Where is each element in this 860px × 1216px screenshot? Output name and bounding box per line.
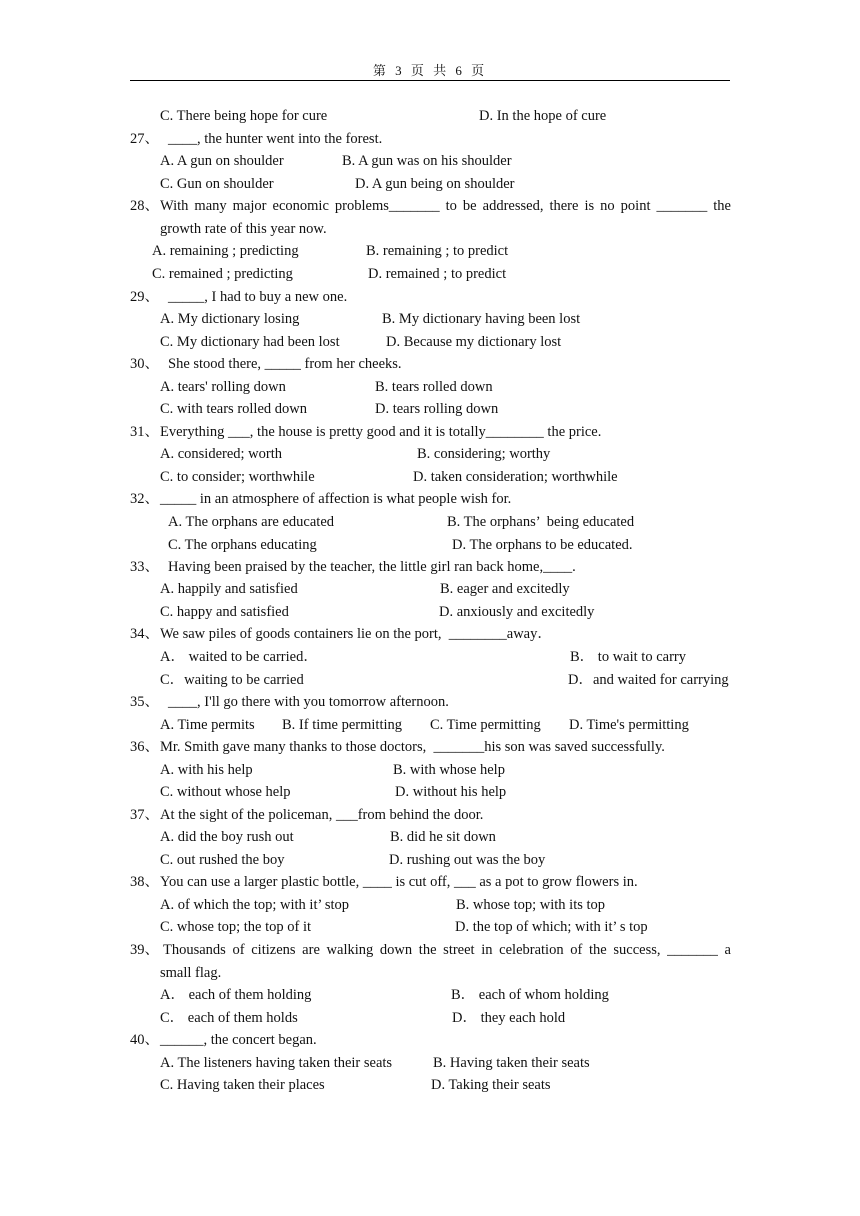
option-d: D. anxiously and excitedly xyxy=(439,604,595,620)
question-number: 37、 xyxy=(130,807,159,823)
option-d: D. remained ; to predict xyxy=(368,266,507,282)
question-stem: _____ in an atmosphere of affection is what people wish for. xyxy=(160,491,512,507)
option-d: D. taken consideration; worthwhile xyxy=(413,469,618,485)
question-stem: Thousands of citizens are walking down the street in celebration of the success, _______ a xyxy=(163,942,731,958)
option-c: C. with tears rolled down xyxy=(160,401,307,417)
option-a: A. tears' rolling down xyxy=(160,379,286,395)
option-b: B. with whose help xyxy=(393,762,505,778)
option-a: A. considered; worth xyxy=(160,446,283,462)
question-number: 34、 xyxy=(130,626,159,642)
option-a: A. Time permits xyxy=(160,717,255,733)
question-stem: Mr. Smith gave many thanks to those doctors, _______his son was saved successfully. xyxy=(160,739,665,755)
option-d: D. rushing out was the boy xyxy=(389,852,546,868)
option-c: C. Having taken their places xyxy=(160,1077,325,1093)
question-stem: ____, the hunter went into the forest. xyxy=(168,131,383,147)
option-a: A. did the boy rush out xyxy=(160,829,294,845)
question-stem: We saw piles of goods containers lie on the port, ________away． xyxy=(160,626,552,642)
question-number: 28、 xyxy=(130,198,159,214)
question-number: 31、 xyxy=(130,424,159,440)
option-b: B. My dictionary having been lost xyxy=(382,311,581,327)
option-a: A. happily and satisfied xyxy=(160,581,298,597)
option-d: D. Taking their seats xyxy=(431,1077,551,1093)
option-b: B. did he sit down xyxy=(390,829,496,845)
page-header: 第 3 页 共 6 页 xyxy=(372,63,488,78)
option-c: C. My dictionary had been lost xyxy=(160,334,340,350)
q26-option-d: D. In the hope of cure xyxy=(479,108,607,124)
question-number: 39、 xyxy=(130,942,159,958)
option-a: A. with his help xyxy=(160,762,253,778)
option-b: B. remaining ; to predict xyxy=(366,243,509,259)
option-a: A. My dictionary losing xyxy=(160,311,300,327)
option-b: B. whose top; with its top xyxy=(456,897,606,913)
q26-option-c: C. There being hope for cure xyxy=(160,108,328,124)
question-number: 27、 xyxy=(130,131,159,147)
option-c: C. without whose help xyxy=(160,784,291,800)
option-b: B. The orphans’ being educated xyxy=(447,514,635,530)
option-c: C. happy and satisfied xyxy=(160,604,289,620)
option-a: A． each of them holding xyxy=(160,987,312,1003)
option-d: D. A gun being on shoulder xyxy=(355,176,515,192)
option-c: C．waiting to be carried xyxy=(160,672,304,688)
question-number: 35、 xyxy=(130,694,159,710)
question-number: 33、 xyxy=(130,559,159,575)
option-d: D. without his help xyxy=(395,784,507,800)
question-stem: ____, I'll go there with you tomorrow afternoon. xyxy=(168,694,449,710)
option-b: B. considering; worthy xyxy=(417,446,551,462)
option-c: C. remained ; predicting xyxy=(152,266,293,282)
question-stem: ______, the concert began. xyxy=(160,1032,317,1048)
option-b: B. Having taken their seats xyxy=(433,1055,590,1071)
option-d: D. the top of which; with it’ s top xyxy=(455,919,648,935)
question-stem: Having been praised by the teacher, the little girl ran back home,____. xyxy=(168,559,576,575)
option-a: A． waited to be carried． xyxy=(160,649,318,665)
option-d: D. tears rolling down xyxy=(375,401,499,417)
question-number: 32、 xyxy=(130,491,159,507)
option-b: B． to wait to carry xyxy=(570,649,686,665)
question-number: 40、 xyxy=(130,1032,159,1048)
option-b: B. tears rolled down xyxy=(375,379,493,395)
option-a: A. The orphans are educated xyxy=(168,514,335,530)
question-stem: Everything ___, the house is pretty good and it is totally________ the price. xyxy=(160,424,602,440)
option-c: C. whose top; the top of it xyxy=(160,919,312,935)
question-number: 29、 xyxy=(130,289,159,305)
option-c: C. Gun on shoulder xyxy=(160,176,274,192)
option-d: D． they each hold xyxy=(452,1010,566,1026)
question-stem: You can use a larger plastic bottle, ____ is cut off, ___ as a pot to grow flowers in. xyxy=(160,874,638,890)
question-number: 30、 xyxy=(130,356,159,372)
question-stem-continued: growth rate of this year now. xyxy=(160,221,327,237)
option-a: A. A gun on shoulder xyxy=(160,153,284,169)
option-d: D. The orphans to be educated. xyxy=(452,537,633,553)
question-stem: _____, I had to buy a new one. xyxy=(168,289,348,305)
question-number: 36、 xyxy=(130,739,159,755)
header-rule xyxy=(130,80,730,81)
question-number: 38、 xyxy=(130,874,159,890)
option-c: C. to consider; worthwhile xyxy=(160,469,315,485)
option-d: D．and waited for carrying xyxy=(568,672,729,688)
option-c: C. Time permitting xyxy=(430,717,541,733)
option-b: B. eager and excitedly xyxy=(440,581,570,597)
question-stem: She stood there, _____ from her cheeks. xyxy=(168,356,402,372)
option-a: A. The listeners having taken their seats xyxy=(160,1055,393,1071)
option-b: B． each of whom holding xyxy=(451,987,609,1003)
option-a: A. of which the top; with it’ stop xyxy=(160,897,350,913)
question-stem: At the sight of the policeman, ___from behind the door. xyxy=(160,807,484,823)
option-b: B. If time permitting xyxy=(282,717,403,733)
option-c: C. out rushed the boy xyxy=(160,852,285,868)
question-stem-continued: small flag. xyxy=(160,965,222,981)
option-c: C. The orphans educating xyxy=(168,537,317,553)
option-c: C． each of them holds xyxy=(160,1010,298,1026)
option-a: A. remaining ; predicting xyxy=(152,243,299,259)
option-d: D. Because my dictionary lost xyxy=(386,334,562,350)
question-stem: With many major economic problems_______ to be addressed, there is no point _______ the xyxy=(160,198,731,214)
option-d: D. Time's permitting xyxy=(569,717,689,733)
option-b: B. A gun was on his shoulder xyxy=(342,153,512,169)
